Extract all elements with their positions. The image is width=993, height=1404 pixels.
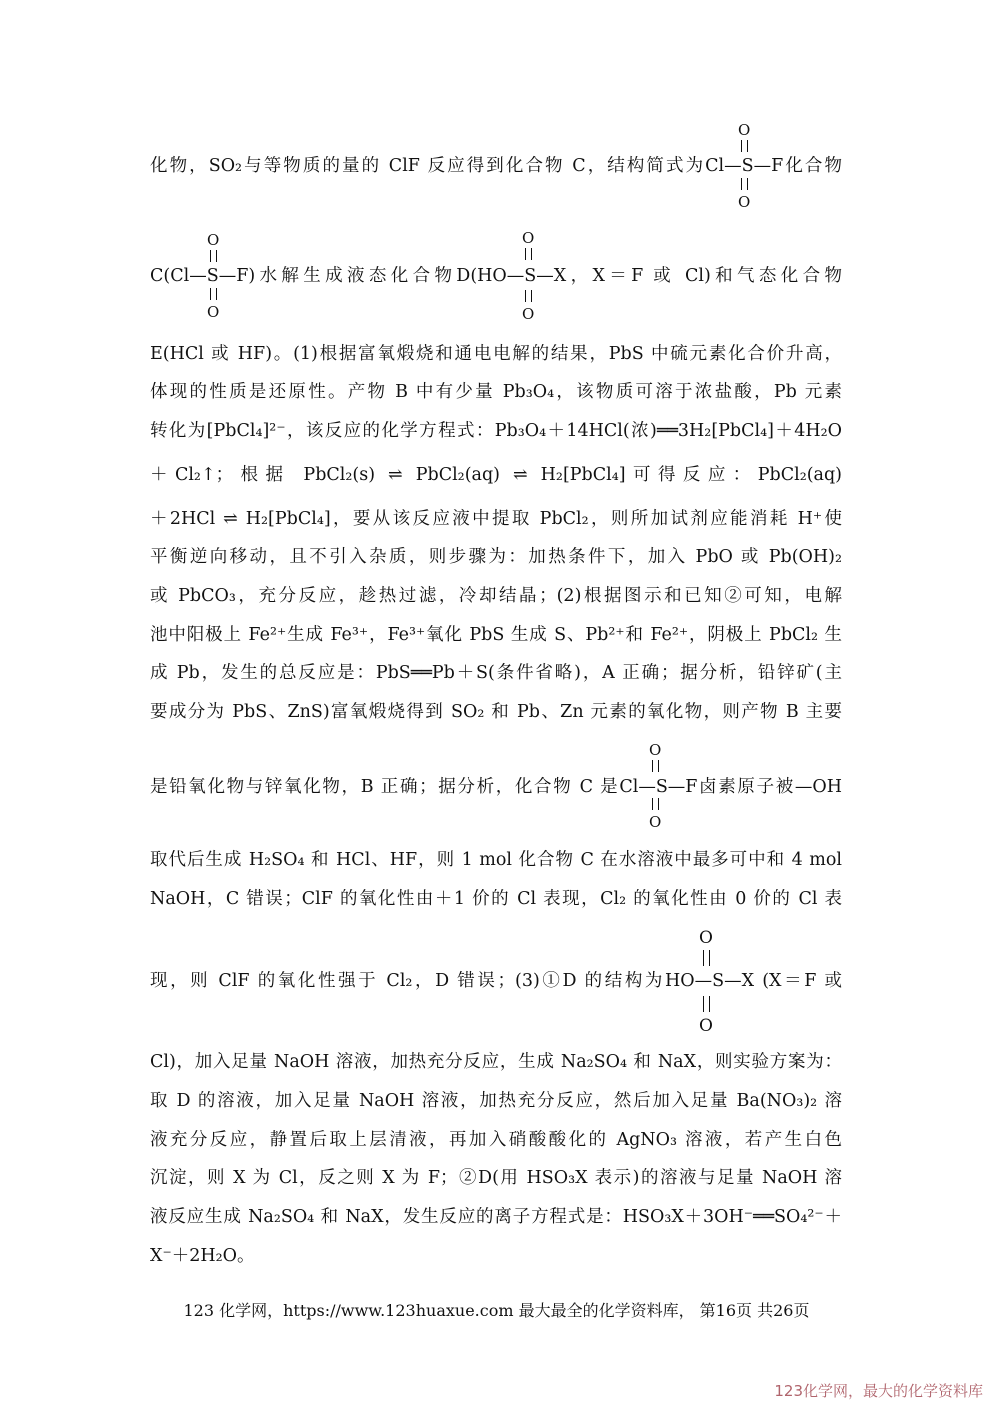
- text-line: C(Cl—S—F)水解生成液态化合物D(HO—S—X，X＝F 或 Cl)和气态化合物: [150, 266, 842, 286]
- text-line: X⁻＋2H₂O。: [150, 1246, 255, 1266]
- text-line: E(HCl 或 HF)。(1)根据富氧煅烧和通电电解的结果，PbS 中硫元素化合价升高，: [150, 344, 842, 364]
- structural-formula-oxygens: O O: [699, 928, 713, 1036]
- text-line: 或 PbCO₃，充分反应，趁热过滤，冷却结晶；(2)根据图示和已知②可知，电解: [150, 586, 842, 606]
- text-line: 化物，SO₂与等物质的量的 ClF 反应得到化合物 C，结构简式为Cl—S—F化合物: [150, 156, 842, 176]
- text-line: 现，则 ClF 的氧化性强于 Cl₂，D 错误；(3)①D 的结构为HO—S—X (X＝F 或: [150, 971, 842, 991]
- text-line: 体现的性质是还原性。产物 B 中有少量 Pb₃O₄，该物质可溶于浓盐酸，Pb 元素: [150, 382, 842, 402]
- watermark-text: 123化学网，最大的化学资料库: [774, 1382, 983, 1400]
- text-line: 液反应生成 Na₂SO₄ 和 NaX，发生反应的离子方程式是：HSO₃X＋3OH⁻══SO₄²⁻＋: [150, 1207, 842, 1227]
- structural-formula-oxygens: O O: [738, 121, 751, 211]
- text-line: 取代后生成 H₂SO₄ 和 HCl、HF，则 1 mol 化合物 C 在水溶液中最多可中和 4 mol: [150, 850, 842, 870]
- text-line: 池中阳极上 Fe²⁺生成 Fe³⁺，Fe³⁺氧化 PbS 生成 S、Pb²⁺和 Fe²⁺，阴极上 PbCl₂ 生: [150, 625, 842, 645]
- text-line: 成 Pb，发生的总反应是：PbS══Pb＋S(条件省略)，A 正确；据分析，铅锌矿(主: [150, 663, 842, 683]
- text-line: 平衡逆向移动，且不引入杂质，则步骤为：加热条件下，加入 PbO 或 Pb(OH)₂: [150, 547, 842, 567]
- structural-formula-oxygens: O O: [522, 229, 535, 323]
- text-line: NaOH，C 错误；ClF 的氧化性由＋1 价的 Cl 表现，Cl₂ 的氧化性由 0 价的 Cl 表: [150, 889, 842, 909]
- text-line: 沉淀，则 X 为 Cl，反之则 X 为 F；②D(用 HSO₃X 表示)的溶液与足量 NaOH 溶: [150, 1168, 842, 1188]
- text-line: 液充分反应，静置后取上层清液，再加入硝酸酸化的 AgNO₃ 溶液，若产生白色: [150, 1130, 842, 1150]
- structural-formula-oxygens: O O: [207, 231, 220, 321]
- text-line: 取 D 的溶液，加入足量 NaOH 溶液，加热充分反应，然后加入足量 Ba(NO₃)₂ 溶: [150, 1091, 842, 1111]
- page-footer: 123 化学网，https://www.123huaxue.com 最大最全的化学资料库， 第16页 共26页: [183, 1301, 810, 1320]
- text-line: Cl)，加入足量 NaOH 溶液，加热充分反应，生成 Na₂SO₄ 和 NaX，则实验方案为：: [150, 1052, 842, 1072]
- text-line: ＋Cl₂↑；根据 PbCl₂(s) ⇌ PbCl₂(aq) ⇌ H₂[PbCl₄]可得反应：PbCl₂(aq): [150, 465, 842, 485]
- text-line: 要成分为 PbS、ZnS)富氧煅烧得到 SO₂ 和 Pb、Zn 元素的氧化物，则产物 B 主要: [150, 702, 842, 722]
- text-line: ＋2HCl ⇌ H₂[PbCl₄]，要从该反应液中提取 PbCl₂，则所加试剂应能消耗 H⁺使: [150, 509, 842, 529]
- text-line: 转化为[PbCl₄]²⁻，该反应的化学方程式：Pb₃O₄＋14HCl(浓)══3H₂[PbCl₄]＋4H₂O: [150, 421, 842, 441]
- text-line: 是铅氧化物与锌氧化物，B 正确；据分析，化合物 C 是Cl—S—F卤素原子被—OH: [150, 777, 842, 797]
- structural-formula-oxygens: O O: [649, 741, 662, 831]
